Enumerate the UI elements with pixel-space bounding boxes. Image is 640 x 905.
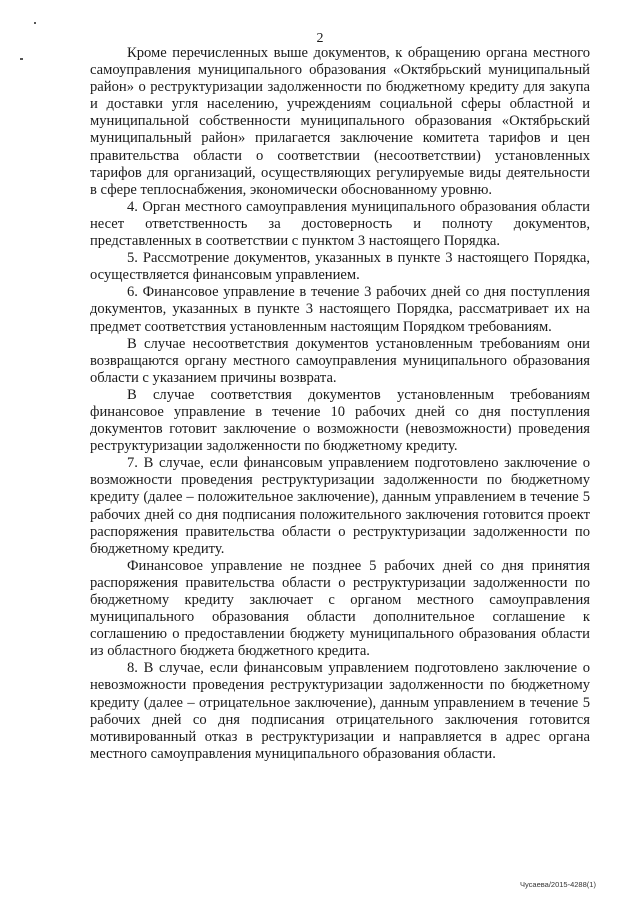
paragraph-compliance: В случае соответствия документов установленным требованиям финансовое управление в течение 10 рабочих дней со дня поступления документов готовит заключение о возможности (невозможности) проведения реструктуризации задолженности по бюджетному кредиту. — [90, 386, 590, 455]
paragraph-item-6: 6. Финансовое управление в течение 3 рабочих дней со дня поступления документов, указанных в пункте 3 настоящего Порядка, рассматривает их на предмет соответствия установленным настоящим Порядком требованиям. — [90, 284, 590, 335]
page-number: 2 — [316, 31, 324, 46]
scan-speck-1 — [34, 22, 36, 24]
paragraph-supplementary-agreement: Финансовое управление не позднее 5 рабочих дней со дня принятия распоряжения правительства области о реструктуризации задолженности по бюджетному кредиту заключает с органом местного самоуправления муниципального образования области дополнительное соглашение к соглашению о предоставлении бюджету муниципального образования области из областного бюджета бюджетного кредита. — [90, 557, 590, 660]
paragraph-item-8: 8. В случае, если финансовым управлением подготовлено заключение о невозможности проведения реструктуризации задолженности по бюджетному кредиту (далее – отрицательное заключение), данным управлением в течение 5 рабочих дней со дня подписания отрицательного заключения готовится мотивированный отказ в реструктуризации и направляется в адрес органа местного самоуправления муниципального образования области. — [90, 660, 590, 762]
paragraph-supporting-documents: Кроме перечисленных выше документов, к обращению органа местного самоуправления муниципального образования «Октябрьский муниципальный район» о реструктуризации задолженности по бюджетному кредиту для закупа и доставки угля населению, учреждениям социальной сферы областной и муниципальной собственности муниципального образования «Октябрьский муниципальный район» прилагается заключение комитета тарифов и цен правительства области о соответствии (несоответствии) установленных тарифов для организаций, осуществляющих регулируемые виды деятельности в сфере теплоснабжения, экономически обоснованному уровню. — [90, 45, 590, 198]
document-footer-code: Чусаева/2015-4288(1) — [520, 880, 596, 889]
paragraph-item-4: 4. Орган местного самоуправления муниципального образования области несет ответственность за достоверность и полноту документов, представленных в соответствии с пунктом 3 настоящего Порядка. — [90, 198, 590, 250]
scan-speck-2 — [20, 58, 23, 60]
paragraph-item-5: 5. Рассмотрение документов, указанных в пункте 3 настоящего Порядка, осуществляется финансовым управлением. — [90, 250, 590, 284]
paragraph-item-7: 7. В случае, если финансовым управлением подготовлено заключение о возможности проведения реструктуризации задолженности по бюджетному кредиту (далее – положительное заключение), данным управлением в течение 5 рабочих дней со дня подписания положительного заключения готовится проект распоряжения правительства области о реструктуризации задолженности по бюджетному кредиту. — [90, 455, 590, 557]
document-body — [90, 45, 590, 763]
paragraph-noncompliance: В случае несоответствия документов установленным требованиям они возвращаются органу местного самоуправления муниципального образования области с указанием причины возврата. — [90, 335, 590, 386]
